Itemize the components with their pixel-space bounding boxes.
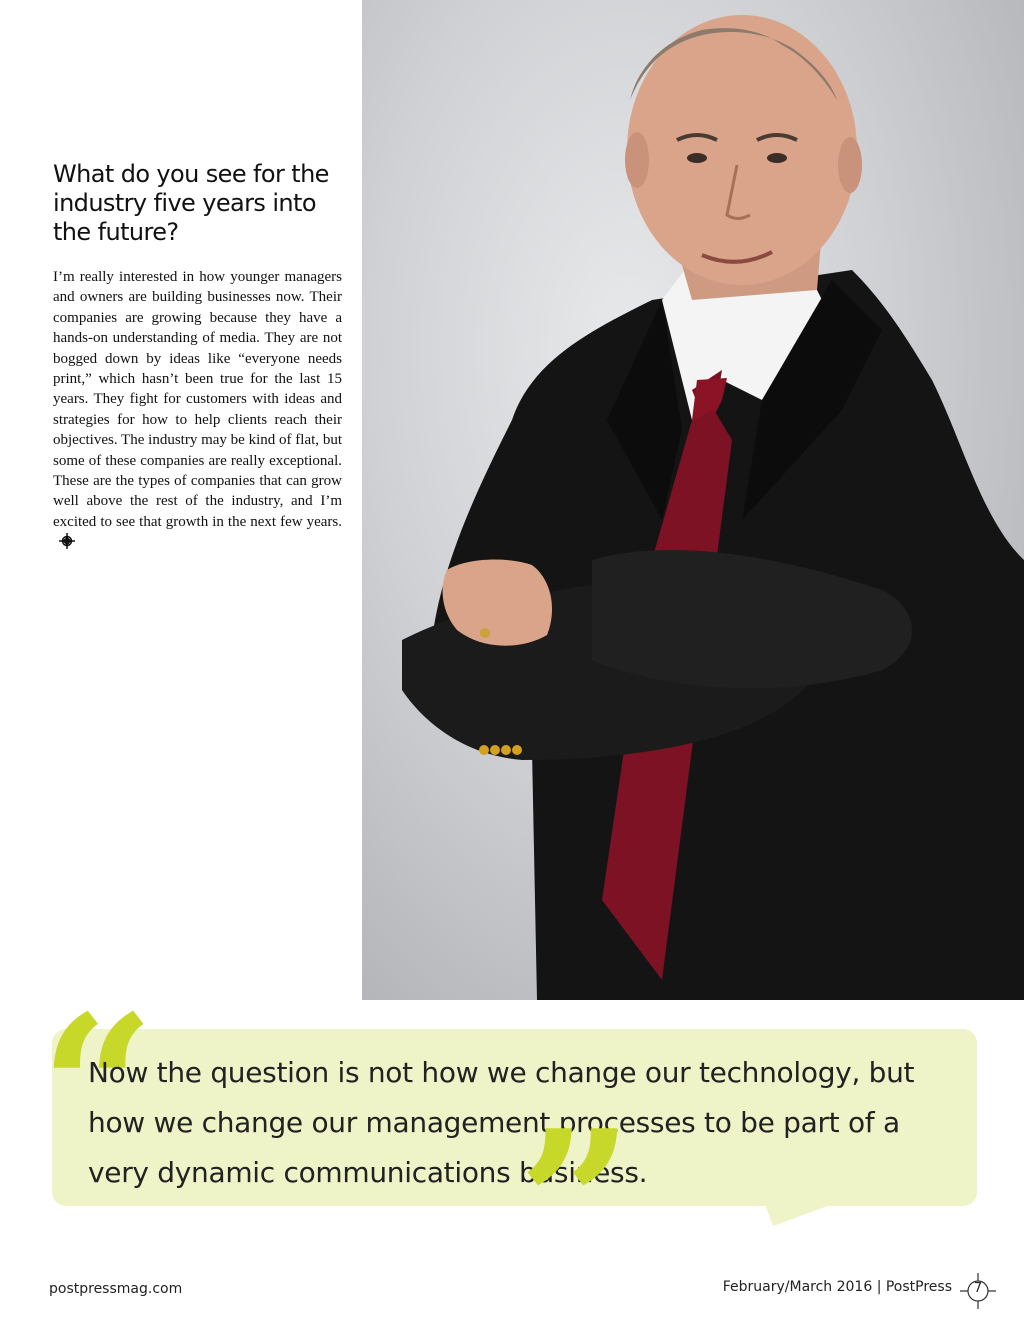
pull-quote-tail [765,1204,833,1226]
pull-quote-text: Now the question is not how we change our technology, but how we change our management processes to be part of a very dynamic communications business. [88,1056,915,1189]
article-body [53,267,342,556]
page-number: 7 [973,1281,983,1296]
open-quote-mark: “ [40,972,156,1207]
article-heading: What do you see for the industry five years into the future? [53,160,329,246]
footer-website: postpressmag.com [49,1281,183,1297]
portrait-photo [362,0,1024,1000]
crosshair-end-icon [59,533,75,555]
close-quote-mark: ” [518,1087,634,1322]
page-number-badge [958,1271,998,1311]
article-body-text: I’m really interested in how younger managers and owners are building businesses now. Their companies are growing because they have a hands-on understanding of media. They are not bogged down by ideas like “everyone needs print,” which hasn’t been true for the last 15 years. They fight for customers with ideas and strategies for how to help clients reach their objectives. The industry may be kind of flat, but some of these companies are really exceptional. These are the types of companies that can grow well above the rest of the industry, and I’m excited to see that growth in the next few years. [53,269,342,530]
footer-issue: February/March 2016 | PostPress [722,1279,952,1295]
